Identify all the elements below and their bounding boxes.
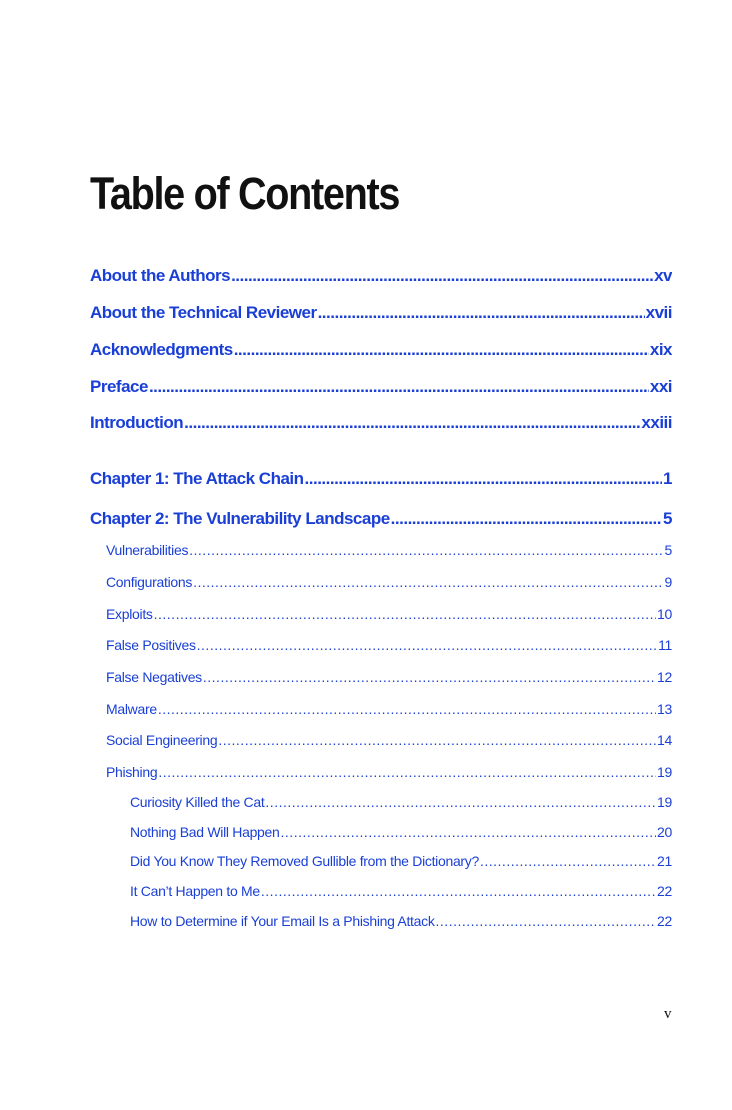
toc-entry-about-the-technical-reviewer[interactable] [90,303,672,323]
toc-entry-label: Chapter 1: The Attack Chain [90,469,304,488]
toc-entry-label: Introduction [90,413,184,432]
toc-entry-page: 22 [657,913,672,929]
toc-entry-vulnerabilities[interactable] [106,542,672,558]
toc-entry-chapter-1[interactable] [90,469,672,489]
toc-entry-page: xvii [645,303,672,322]
dot-leader [265,794,656,810]
toc-entry-label: About the Authors [90,266,231,285]
page-title: Table of Contents [90,168,400,219]
toc-entry-curiosity-killed-the-cat[interactable] [130,794,672,810]
toc-entry-label: How to Determine if Your Email Is a Phishing Attack [130,913,435,929]
dot-leader [480,853,656,869]
toc-entry-page: xv [654,266,672,285]
toc-entry-page: 5 [664,542,672,558]
dot-leader [193,574,663,590]
toc-entry-label: Preface [90,377,148,396]
toc-entry-false-positives[interactable] [106,637,672,653]
toc-entry-label: Social Engineering [106,732,218,748]
toc-entry-page: 11 [658,637,672,653]
dot-leader [184,413,640,433]
toc-entry-label: False Negatives [106,669,202,685]
toc-entry-chapter-2[interactable] [90,509,672,529]
toc-entry-it-cant-happen-to-me[interactable] [130,883,672,899]
toc-entry-page: 20 [657,824,672,840]
toc-entry-acknowledgments[interactable] [90,340,672,360]
toc-entry-label: Acknowledgments [90,340,233,359]
dot-leader [149,377,649,397]
toc-entry-label: Curiosity Killed the Cat [130,794,265,810]
dot-leader [231,266,653,286]
toc-entry-gullible-dictionary[interactable] [130,853,672,869]
dot-leader [158,701,656,717]
dot-leader [281,824,656,840]
toc-entry-page: 21 [657,853,672,869]
toc-entry-label: Phishing [106,764,158,780]
toc-entry-phishing[interactable] [106,764,672,780]
toc-entry-configurations[interactable] [106,574,672,590]
toc-entry-false-negatives[interactable] [106,669,672,685]
toc-entry-page: 9 [664,574,672,590]
toc-entry-nothing-bad-will-happen[interactable] [130,824,672,840]
toc-entry-label: Did You Know They Removed Gullible from the Dictionary? [130,853,479,869]
toc-entry-label: Malware [106,701,157,717]
dot-leader [261,883,656,899]
toc-entry-page: 19 [657,794,672,810]
toc-entry-phishing-attack[interactable] [130,913,672,929]
toc-entry-preface[interactable] [90,377,672,397]
dot-leader [234,340,649,360]
toc-entry-page: 10 [657,606,672,622]
toc-entry-page: 19 [657,764,672,780]
toc-entry-label: Configurations [106,574,193,590]
toc-entry-page: 1 [663,469,672,488]
toc-entry-label: Vulnerabilities [106,542,189,558]
dot-leader [318,303,645,323]
dot-leader [436,913,656,929]
toc-entry-page: 13 [657,701,672,717]
toc-entry-label: Nothing Bad Will Happen [130,824,280,840]
toc-entry-exploits[interactable] [106,606,672,622]
toc-entry-about-the-authors[interactable] [90,266,672,286]
toc-entry-page: 5 [663,509,672,528]
dot-leader [158,764,656,780]
toc-entry-label: False Positives [106,637,196,653]
dot-leader [305,469,663,489]
dot-leader [218,732,656,748]
toc-entry-page: 12 [657,669,672,685]
toc-entry-page: xxiii [641,413,672,432]
toc-entry-label: About the Technical Reviewer [90,303,317,322]
toc-entry-page: xxi [649,377,672,396]
toc-entry-page: 22 [657,883,672,899]
toc-entry-label: Exploits [106,606,153,622]
toc-entry-label: It Can’t Happen to Me [130,883,260,899]
toc-entry-label: Chapter 2: The Vulnerability Landscape [90,509,390,528]
toc-entry-page: 14 [657,732,672,748]
toc-entry-page: xix [649,340,672,359]
dot-leader [154,606,656,622]
toc-entry-social-engineering[interactable] [106,732,672,748]
toc-entry-introduction[interactable] [90,413,672,433]
dot-leader [197,637,657,653]
dot-leader [203,669,656,685]
dot-leader [189,542,663,558]
page-number: v [664,1006,672,1022]
dot-leader [391,509,662,529]
toc-entry-malware[interactable] [106,701,672,717]
